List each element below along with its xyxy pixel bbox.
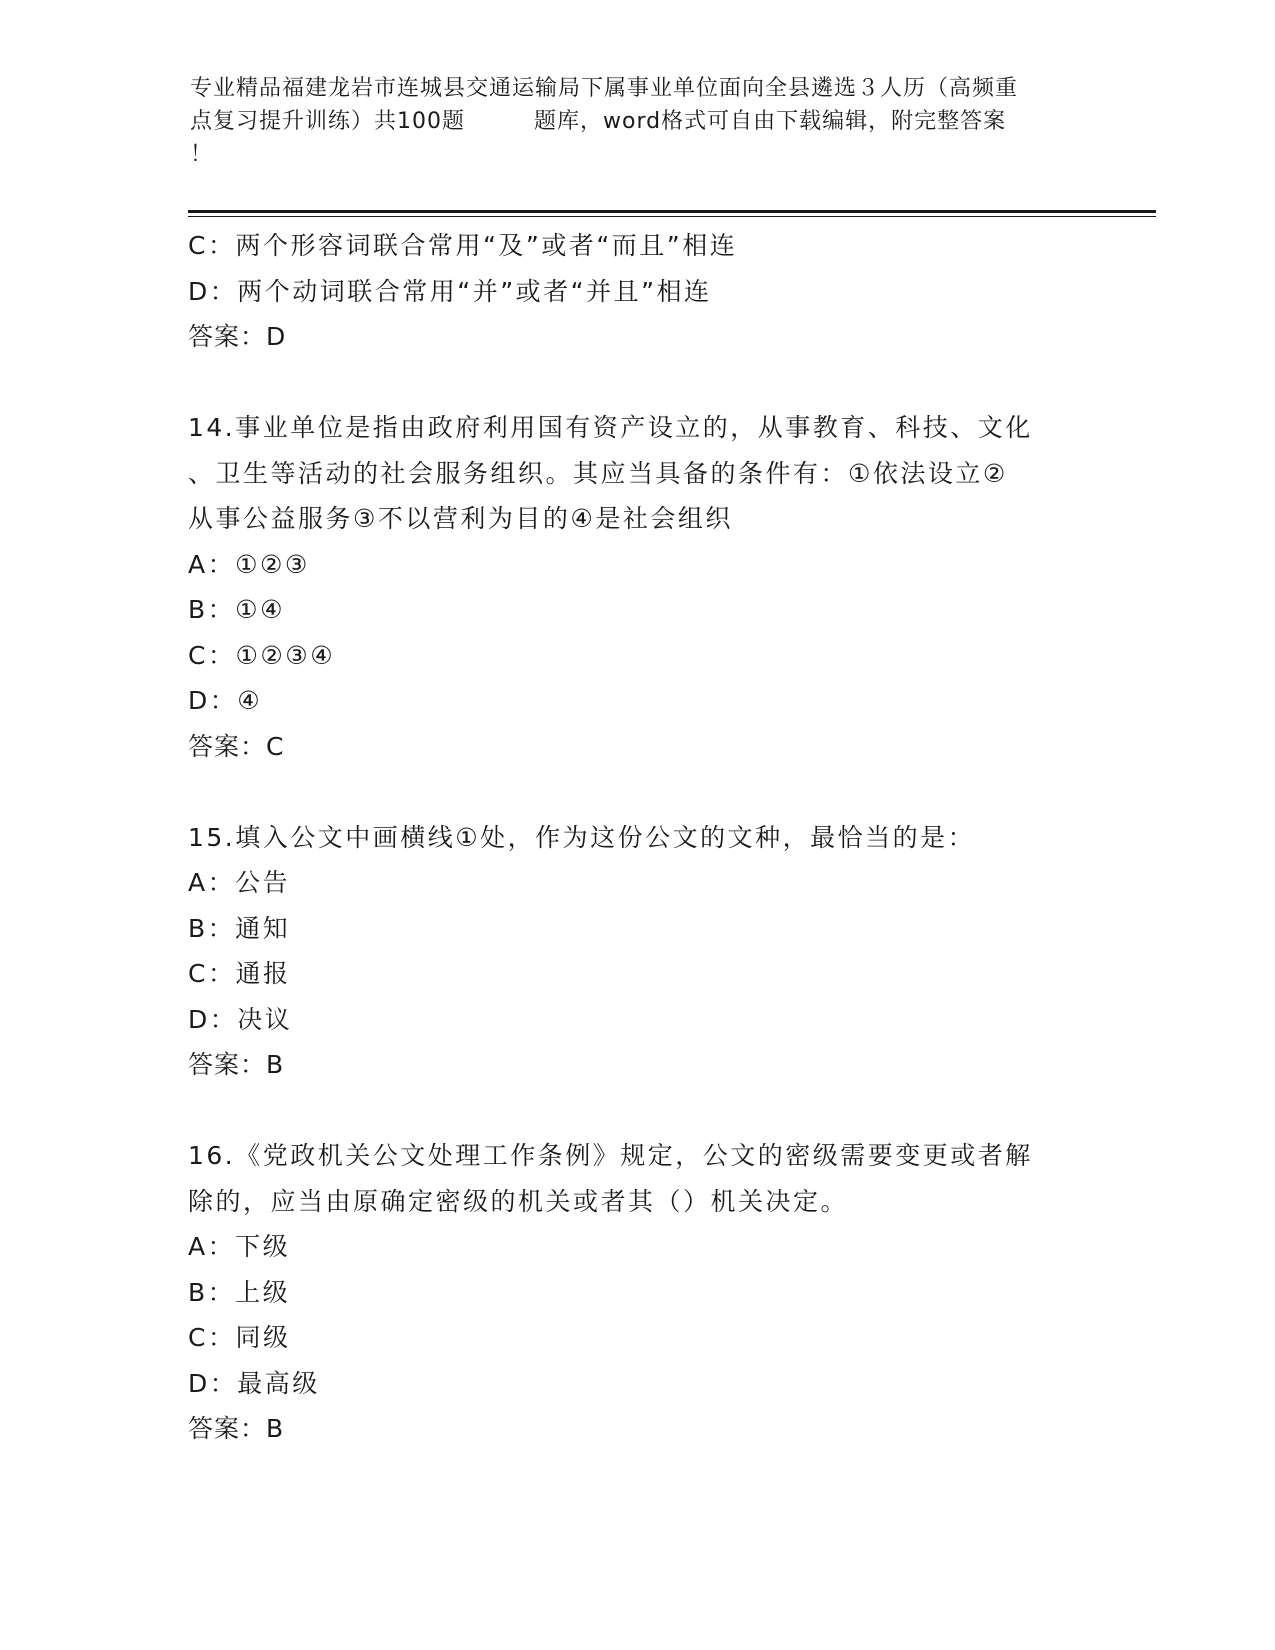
question-list bbox=[188, 223, 1088, 1452]
question-14-option-a: A：①②③ bbox=[188, 549, 310, 579]
question-13 bbox=[188, 223, 1088, 360]
question-14-stem-line-3: 从事公益服务③不以营利为目的④是社会组织 bbox=[188, 504, 733, 533]
question-14-answer: 答案：C bbox=[188, 731, 285, 761]
question-16-option-d: D：最高级 bbox=[188, 1368, 320, 1398]
question-15-option-a: A：公告 bbox=[188, 868, 291, 897]
question-15-option-d: D：决议 bbox=[188, 1004, 293, 1034]
question-16-answer: 答案：B bbox=[188, 1414, 285, 1443]
question-16-option-c: C：同级 bbox=[188, 1323, 291, 1352]
question-14 bbox=[188, 405, 1088, 769]
question-15-option-b: B：通知 bbox=[188, 913, 291, 943]
header-divider-thick bbox=[188, 210, 1156, 213]
question-15 bbox=[188, 815, 1088, 1088]
question-16-stem-line-2: 除的，应当由原确定密级的机关或者其（）机关决定。 bbox=[188, 1186, 849, 1216]
question-16-option-a: A：下级 bbox=[188, 1232, 291, 1261]
header-title-line-2: 点复习提升训练）共100题 题库，word格式可自由下载编辑，附完整答案 bbox=[190, 109, 1007, 134]
question-16 bbox=[188, 1133, 1088, 1452]
question-13-option-c: C：两个形容词联合常用“及”或者“而且”相连 bbox=[188, 231, 738, 260]
header-divider-thin bbox=[188, 216, 1156, 217]
question-15-answer: 答案：B bbox=[188, 1050, 285, 1079]
question-13-answer: 答案：D bbox=[188, 322, 287, 351]
question-13-option-d: D：两个动词联合常用“并”或者“并且”相连 bbox=[188, 276, 712, 306]
question-16-stem-line-1: 16.《党政机关公文处理工作条例》规定，公文的密级需要变更或者解 bbox=[188, 1141, 1033, 1170]
question-14-stem-line-2: 、卫生等活动的社会服务组织。其应当具备的条件有：①依法设立② bbox=[188, 458, 1008, 488]
question-15-option-c: C：通报 bbox=[188, 959, 291, 988]
header-title-line-3: ！ bbox=[190, 142, 214, 167]
question-14-option-b: B：①④ bbox=[188, 595, 285, 624]
question-14-option-d: D：④ bbox=[188, 686, 263, 715]
document-header bbox=[190, 72, 1090, 171]
question-16-option-b: B：上级 bbox=[188, 1277, 291, 1307]
question-15-stem-line-1: 15.填入公文中画横线①处，作为这份公文的文种，最恰当的是： bbox=[188, 822, 976, 852]
header-title-line-1: 专业精品福建龙岩市连城县交通运输局下属事业单位面向全县遴选３人历（高频重 bbox=[190, 76, 1019, 101]
question-14-option-c: C：①②③④ bbox=[188, 640, 336, 670]
question-14-stem-line-1: 14.事业单位是指由政府利用国有资产设立的，从事教育、科技、文化 bbox=[188, 413, 1033, 442]
